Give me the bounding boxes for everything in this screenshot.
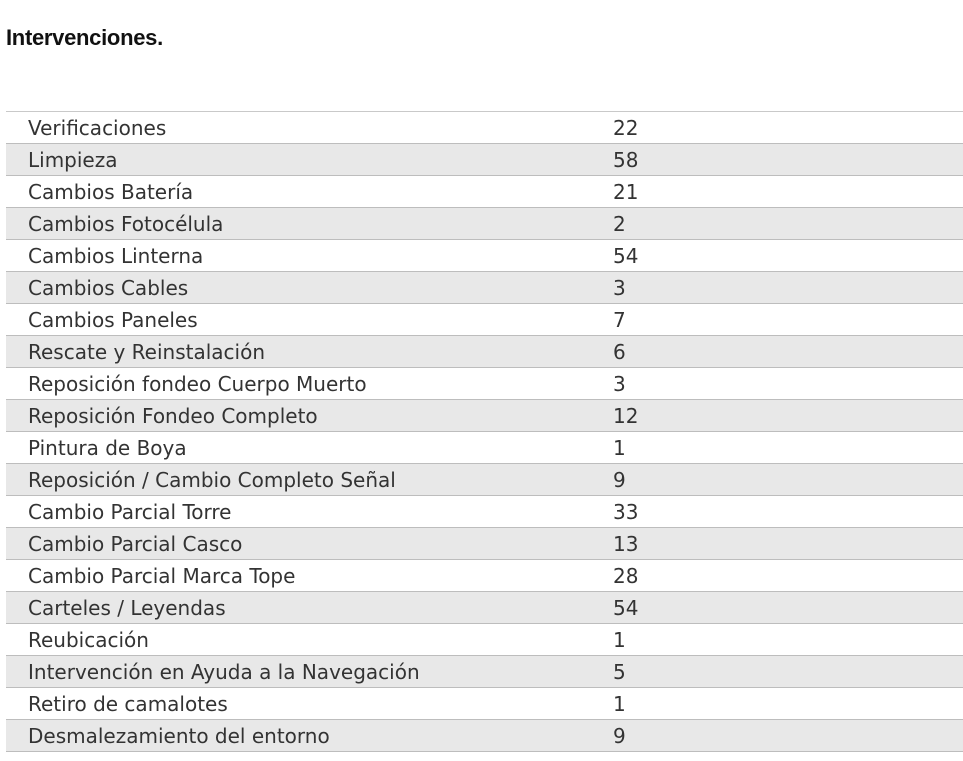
- row-value: 22: [613, 115, 639, 140]
- row-value: 12: [613, 403, 639, 428]
- row-label: Cambios Batería: [28, 179, 194, 204]
- row-value: 9: [613, 467, 626, 492]
- row-value: 1: [613, 691, 626, 716]
- row-value: 9: [613, 723, 626, 748]
- row-label: Cambios Cables: [28, 275, 189, 300]
- row-value: 58: [613, 147, 639, 172]
- table-row: [6, 272, 963, 304]
- row-label: Reposición Fondeo Completo: [28, 403, 318, 428]
- table-row: [6, 592, 963, 624]
- row-value: 28: [613, 563, 639, 588]
- table-row: [6, 656, 963, 688]
- table-row: [6, 112, 963, 144]
- row-label: Pintura de Boya: [28, 435, 187, 460]
- row-label: Cambios Fotocélula: [28, 211, 224, 236]
- row-label: Cambios Linterna: [28, 243, 204, 268]
- row-value: 2: [613, 211, 626, 236]
- row-value: 7: [613, 307, 626, 332]
- table-row: [6, 624, 963, 656]
- row-label: Intervención en Ayuda a la Navegación: [28, 659, 420, 684]
- row-value: 1: [613, 627, 626, 652]
- table-row: [6, 240, 963, 272]
- table-row: [6, 368, 963, 400]
- table-row: [6, 144, 963, 176]
- table-row: [6, 560, 963, 592]
- table-row: [6, 432, 963, 464]
- table-row: [6, 400, 963, 432]
- row-label: Cambio Parcial Torre: [28, 499, 232, 524]
- row-value: 3: [613, 275, 626, 300]
- row-label: Reposición / Cambio Completo Señal: [28, 467, 396, 492]
- row-label: Rescate y Reinstalación: [28, 339, 266, 364]
- row-label: Limpieza: [28, 147, 118, 172]
- row-label: Reposición fondeo Cuerpo Muerto: [28, 371, 367, 396]
- table-row: [6, 336, 963, 368]
- table-row: [6, 176, 963, 208]
- row-value: 33: [613, 499, 639, 524]
- row-label: Cambio Parcial Marca Tope: [28, 563, 296, 588]
- table-row: [6, 528, 963, 560]
- row-label: Carteles / Leyendas: [28, 595, 226, 620]
- row-value: 6: [613, 339, 626, 364]
- table-row: [6, 208, 963, 240]
- row-value: 1: [613, 435, 626, 460]
- row-label: Retiro de camalotes: [28, 691, 228, 716]
- table-row: [6, 720, 963, 752]
- row-value: 5: [613, 659, 626, 684]
- row-value: 54: [613, 243, 639, 268]
- row-label: Desmalezamiento del entorno: [28, 723, 330, 748]
- row-label: Cambios Paneles: [28, 307, 198, 332]
- row-label: Cambio Parcial Casco: [28, 531, 243, 556]
- row-value: 54: [613, 595, 639, 620]
- row-value: 13: [613, 531, 639, 556]
- interventions-table: [6, 111, 963, 752]
- row-label: Reubicación: [28, 627, 149, 652]
- row-value: 3: [613, 371, 626, 396]
- page-title: Intervenciones.: [6, 25, 163, 50]
- table-row: [6, 496, 963, 528]
- row-label: Verificaciones: [28, 115, 167, 140]
- table-row: [6, 464, 963, 496]
- table-row: [6, 304, 963, 336]
- table-row: [6, 688, 963, 720]
- row-value: 21: [613, 179, 639, 204]
